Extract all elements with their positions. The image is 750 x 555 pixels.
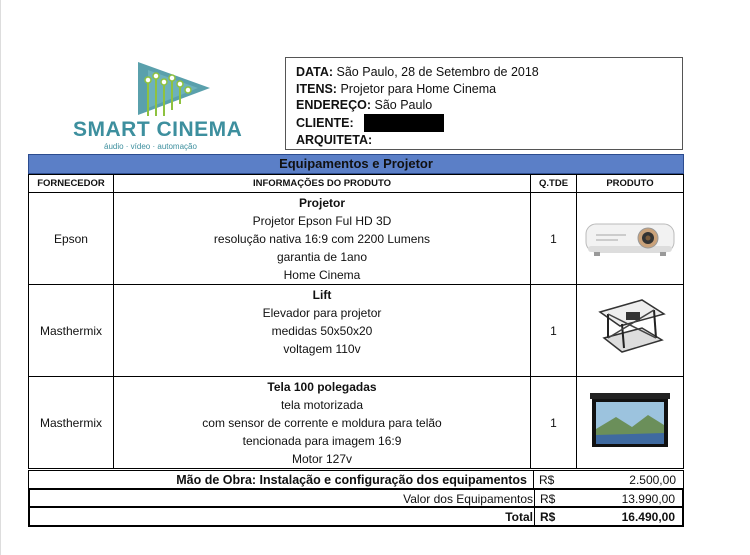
date-label: DATA: xyxy=(296,65,334,79)
date-row xyxy=(296,64,682,81)
info-cell xyxy=(113,193,530,285)
info-cell xyxy=(113,377,530,469)
smart-cinema-logo xyxy=(70,60,260,152)
logo-tagline: áudio · vídeo · automação xyxy=(104,142,197,151)
product-line: Motor 127v xyxy=(291,452,353,466)
architect-label: ARQUITETA: xyxy=(296,132,373,147)
labor-currency: R$ xyxy=(539,473,555,487)
quote-header-box xyxy=(285,57,683,150)
total-label: Total xyxy=(505,510,533,524)
projector-image xyxy=(582,216,678,258)
screen-image xyxy=(588,391,672,451)
product-line: resolução nativa 16:9 com 2200 Lumens xyxy=(213,232,431,246)
equipment-total-row xyxy=(28,488,684,507)
labor-value: 2.500,00 xyxy=(629,473,676,487)
items-row xyxy=(296,81,682,98)
products-table xyxy=(28,174,684,469)
product-line: medidas 50x50x20 xyxy=(271,324,373,338)
product-line: voltagem 110v xyxy=(283,342,361,356)
product-title: Projetor xyxy=(298,196,345,210)
grand-total-row xyxy=(28,507,684,527)
product-image-cell xyxy=(577,285,684,377)
col-header-supplier: FORNECEDOR xyxy=(29,175,114,193)
architect-row xyxy=(296,132,682,149)
address-value: São Paulo xyxy=(374,98,433,112)
table-row xyxy=(29,285,684,377)
qty-cell: 1 xyxy=(531,285,577,377)
client-redaction xyxy=(364,114,444,132)
total-currency: R$ xyxy=(540,510,556,524)
qty-cell: 1 xyxy=(531,377,577,469)
product-line: Projetor Epson Ful HD 3D xyxy=(252,214,392,228)
equipment-currency: R$ xyxy=(540,492,556,506)
address-row xyxy=(296,97,682,114)
logo-wordmark: SMART CINEMA xyxy=(73,118,243,141)
section-title-band: Equipamentos e Projetor xyxy=(28,154,684,174)
product-line: tencionada para imagem 16:9 xyxy=(242,434,402,448)
total-separator xyxy=(534,508,535,525)
lift-image xyxy=(590,298,670,360)
product-title: Lift xyxy=(312,288,332,302)
product-line: Elevador para projetor xyxy=(262,306,382,320)
labor-total-row xyxy=(28,470,684,489)
address-label: ENDEREÇO: xyxy=(296,98,372,112)
table-header-row xyxy=(29,175,684,193)
labor-label: Mão de Obra: Instalação e configuração dos equipamentos xyxy=(176,473,527,487)
product-line: garantia de 1ano xyxy=(276,250,368,264)
product-image-cell xyxy=(577,193,684,285)
supplier-cell: Masthermix xyxy=(29,285,114,377)
product-title: Tela 100 polegadas xyxy=(267,380,377,394)
equipment-label: Valor dos Equipamentos xyxy=(403,492,533,506)
items-label: ITENS: xyxy=(296,81,337,96)
product-line: Home Cinema xyxy=(283,268,361,282)
col-header-product: PRODUTO xyxy=(577,175,684,193)
product-line: tela motorizada xyxy=(280,398,364,412)
equipment-value: 13.990,00 xyxy=(621,492,675,506)
col-header-info: INFORMAÇÕES DO PRODUTO xyxy=(113,175,530,193)
supplier-cell: Masthermix xyxy=(29,377,114,469)
items-value: Projetor para Home Cinema xyxy=(340,81,497,96)
info-cell xyxy=(113,285,530,377)
product-image-cell xyxy=(577,377,684,469)
date-value: São Paulo, 28 de Setembro de 2018 xyxy=(336,65,539,79)
supplier-cell: Epson xyxy=(29,193,114,285)
col-header-qty: Q.TDE xyxy=(531,175,577,193)
equipment-separator xyxy=(534,490,535,506)
labor-separator xyxy=(533,471,534,488)
qty-cell: 1 xyxy=(531,193,577,285)
product-line: com sensor de corrente e moldura para telão xyxy=(202,416,442,430)
total-value: 16.490,00 xyxy=(621,510,675,524)
table-row xyxy=(29,193,684,285)
table-row xyxy=(29,377,684,469)
logo-play-icon xyxy=(70,60,260,120)
client-row xyxy=(296,114,682,132)
client-label: CLIENTE: xyxy=(296,115,354,130)
